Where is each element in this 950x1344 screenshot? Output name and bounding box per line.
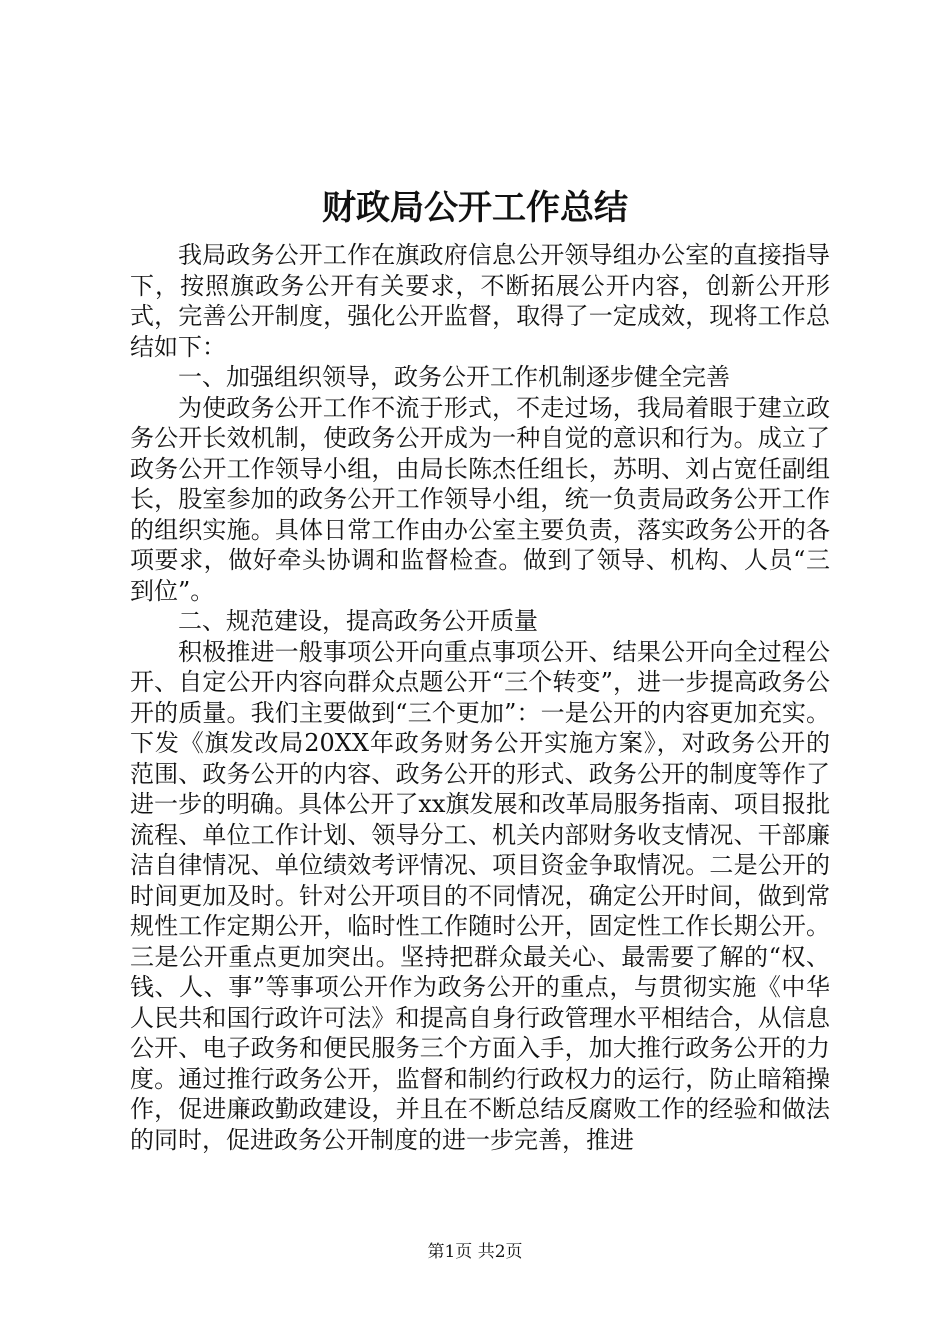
section-2-paragraph: 积极推进一般事项公开向重点事项公开、结果公开向全过程公开、自定公开内容向群众点题公开“三个转变”，进一步提高政务公开的质量。我们主要做到“三个更加”：一是公开的内容更加充实。下发《旗发改局20XX年政务财务公开实施方案》，对政务公开的范围、政务公开的内容、政务公开的形式、政务公开的制度等作了进一步的明确。具体公开了xx旗发展和改革局服务指南、项目报批流程、单位工作计划、领导分工、机关内部财务收支情况、干部廉洁自律情况、单位绩效考评情况、项目资金争取情况。二是公开的时间更加及时。针对公开项目的不同情况，确定公开时间，做到常规性工作定期公开，临时性工作随时公开，固定性工作长期公开。三是公开重点更加突出。坚持把群众最关心、最需要了解的“权、钱、人、事”等事项公开作为政务公开的重点，与贯彻实施《中华人民共和国行政许可法》和提高自身行政管理水平相结合，从信息公开、电子政务和便民服务三个方面入手，加大推行政务公开的力度。通过推行政务公开，监督和制约行政权力的运行，防止暗箱操作，促进廉政勤政建设，并且在不断总结反腐败工作的经验和做法的同时，促进政务公开制度的进一步完善，推进 xyxy=(130,637,830,1154)
intro-paragraph: 我局政务公开工作在旗政府信息公开领导组办公室的直接指导下，按照旗政务公开有关要求，不断拓展公开内容，创新公开形式，完善公开制度，强化公开监督，取得了一定成效，现将工作总结如下： xyxy=(130,241,830,361)
section-1-paragraph: 为使政务公开工作不流于形式，不走过场，我局着眼于建立政务公开长效机制，使政务公开成为一种自觉的意识和行为。成立了政务公开工作领导小组，由局长陈杰任组长，苏明、刘占宽任副组长，股室参加的政务公开工作领导小组，统一负责局政务公开工作的组织实施。具体日常工作由办公室主要负责，落实政务公开的各项要求，做好牵头协调和监督检查。做到了领导、机构、人员“三到位”。 xyxy=(130,393,830,605)
document-body xyxy=(130,240,830,1155)
section-heading-2: 二、规范建设，提高政务公开质量 xyxy=(178,607,538,635)
page-footer: 第1页 共2页 xyxy=(427,1242,523,1262)
section-heading-1: 一、加强组织领导，政务公开工作机制逐步健全完善 xyxy=(178,363,730,391)
page-title: 财政局公开工作总结 xyxy=(322,188,628,228)
